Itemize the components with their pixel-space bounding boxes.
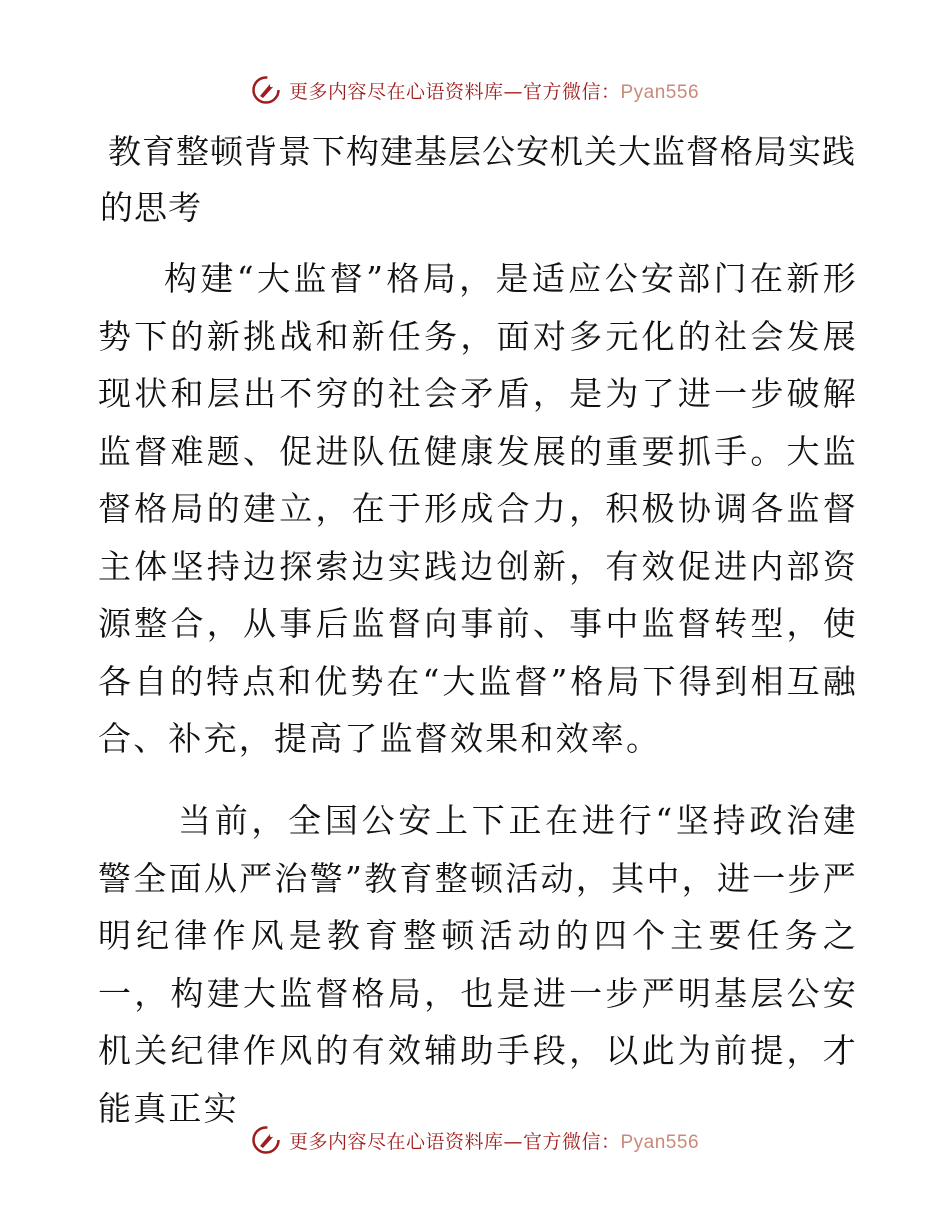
body-paragraph-2: 当前，全国公安上下正在进行“坚持政治建警全面从严治警”教育整顿活动，其中，进一步严明纪律作风是教育整顿活动的四个主要任务之一，构建大监督格局，也是进一步严明基层公安机关纪律作风的有效辅助手段，以此为前提，才能真正实 [98,801,858,1128]
footer-watermark [0,1120,950,1160]
document-title: 教育整顿背景下构建基层公安机关大监督格局实践的思考 [100,132,856,227]
body-paragraph-1: 构建“大监督”格局，是适应公安部门在新形势下的新挑战和新任务，面对多元化的社会发展现状和层出不穷的社会矛盾，是为了进一步破解监督难题、促进队伍健康发展的重要抓手。大监督格局的建立，在于形成合力，积极协调各监督主体坚持边探索边实践边创新，有效促进内部资源整合，从事后监督向事前、事中监督转型，使各自的特点和优势在“大监督”格局下得到相互融合、补充，提高了监督效果和效率。 [98,259,858,758]
pen-nib-logo-icon [251,1125,281,1155]
watermark-text: 更多内容尽在心语资料库—官方微信：Pyan556 [288,1130,700,1153]
pen-nib-logo-icon [251,75,281,105]
header-watermark [0,70,950,110]
watermark-text: 更多内容尽在心语资料库—官方微信：Pyan556 [288,80,700,103]
